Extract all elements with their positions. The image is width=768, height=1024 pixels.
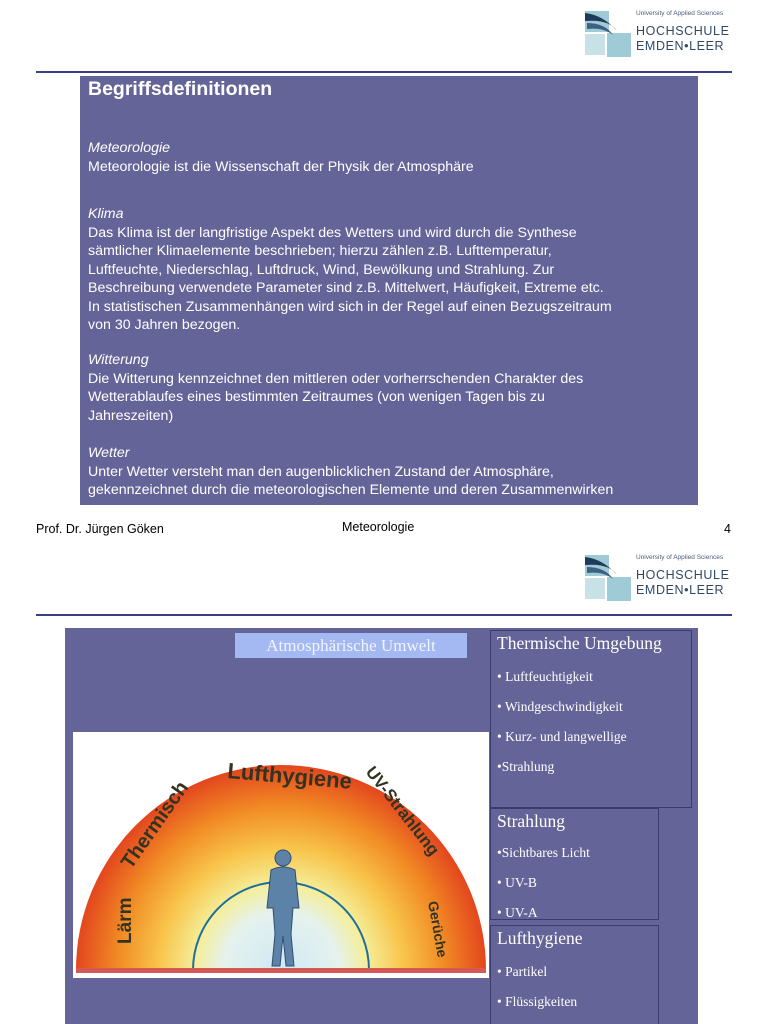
section-meteorologie [88,139,698,176]
box-lufthygiene [490,925,659,1024]
section-line: Wetterablaufes eines bestimmten Zeitraumes (von wenigen Tagen bis zu [88,389,545,405]
section-term: Klima [88,206,124,222]
slide-title: Begriffsdefinitionen [88,78,273,100]
logo-mark-icon [583,553,631,601]
diagram-label-uv-strahlung: UV-Strahlung [361,762,444,860]
box-item: • Kurz- und langwellige [497,729,627,744]
box-item: • Luftfeuchtigkeit [497,669,593,684]
section-line: gekennzeichnet durch die meteorologischen Elemente und deren Zusammenwirken [88,482,614,498]
logo-name-line1: HOCHSCHULE [636,568,730,582]
slide-definitions [80,76,698,505]
atmosphere-diagram [73,732,489,978]
section-wetter [88,444,698,500]
box-title: Lufthygiene [497,928,583,948]
section-line: Die Witterung kennzeichnet den mittleren oder vorherrschenden Charakter des [88,370,584,387]
section-term: Meteorologie [88,140,171,156]
logo-university-line: University of Applied Sciences [636,10,724,17]
section-line: In statistischen Zusammenhängen wird sich in der Regel auf einen Bezugszeitraum [88,298,612,315]
section-line: Beschreibung verwendete Parameter sind z.B. Mittelwert, Häufigkeit, Extreme etc. [88,280,604,296]
box-item: • Flüssigkeiten [497,994,578,1009]
box-item: • Partikel [497,964,548,979]
diagram-label-lufthygiene: Lufthygiene [226,758,353,794]
logo-name-line2: EMDEN•LEER [636,39,725,53]
slide-title: Atmosphärische Umwelt [235,633,467,658]
box-item: • Windgeschwindigkeit [497,699,623,714]
footer-author: Prof. Dr. Jürgen Göken [36,522,164,536]
diagram-label-thermisch: Thermisch [117,777,194,873]
box-item: •Sichtbares Licht [497,845,590,860]
slide-atmospheric-environment [65,628,698,1024]
section-line: Das Klima ist der langfristige Aspekt des Wetters und wird durch die Synthese [88,224,577,241]
box-title: Strahlung [497,811,566,831]
diagram-label-gerueche: Gerüche [425,899,451,959]
section-line: Meteorologie ist die Wissenschaft der Physik der Atmosphäre [88,158,474,175]
university-logo [583,553,733,603]
box-title: Thermische Umgebung [497,633,662,653]
header-rule [36,614,732,616]
section-term: Wetter [88,445,130,461]
section-line: Luftfeuchte, Niederschlag, Luftdruck, Wind, Bewölkung und Strahlung. Zur [88,261,555,278]
box-item: •Strahlung [497,759,555,774]
section-witterung [88,351,698,425]
logo-name-line1: HOCHSCHULE [636,24,730,38]
logo-university-line: University of Applied Sciences [636,554,724,561]
section-line: von 30 Jahren bezogen. [88,317,241,333]
footer-page-number: 4 [724,522,731,536]
box-item: • UV-A [497,905,538,920]
section-line: sämtlicher Klimaelemente beschrieben; hierzu zählen z.B. Lufttemperatur, [88,243,552,259]
box-thermische-umgebung [490,630,692,808]
section-term: Witterung [88,352,149,368]
header-rule [36,71,732,73]
section-line: Jahreszeiten) [88,407,174,424]
diagram-label-laerm: Lärm [115,897,136,944]
logo-name-line2: EMDEN•LEER [636,583,725,597]
logo-mark-icon [583,9,631,57]
section-line: Unter Wetter versteht man den augenblicklichen Zustand der Atmosphäre, [88,463,554,480]
section-klima [88,205,698,335]
box-strahlung [490,808,659,920]
box-item: • UV-B [497,875,537,890]
university-logo [583,9,733,59]
footer-course: Meteorologie [342,520,415,534]
